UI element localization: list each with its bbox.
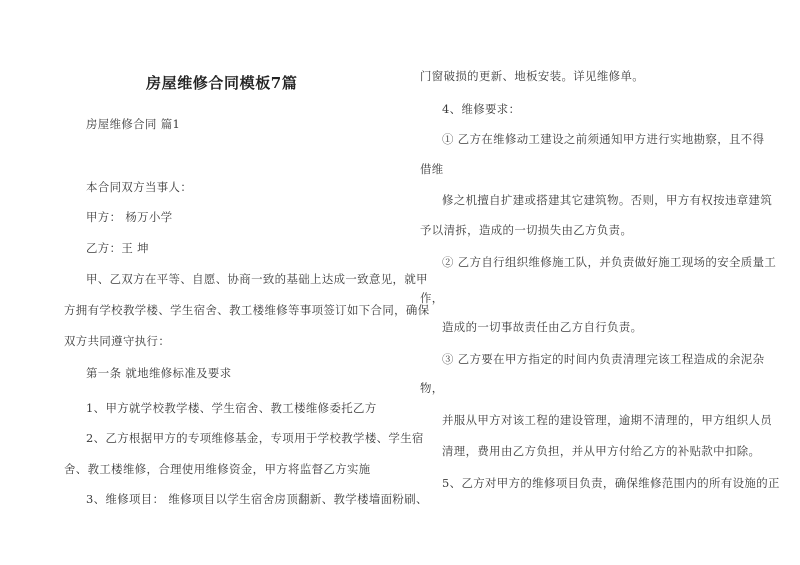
right-line: 借维	[420, 162, 444, 176]
left-line: 2、乙方根据甲方的专项维修基金，专项用于学校教学楼、学生宿	[86, 431, 424, 445]
left-line: 甲、乙双方在平等、自愿、协商一致的基础上达成一致意见，就甲	[86, 272, 428, 286]
right-line: 造成的一切事故责任由乙方自行负责。	[442, 320, 643, 334]
section-subtitle: 房屋维修合同 篇1	[86, 117, 181, 131]
right-line: ② 乙方自行组织维修施工队，并负责做好施工现场的安全质量工	[442, 255, 777, 269]
left-line: 1、甲方就学校教学楼、学生宿舍、教工楼维修委托乙方	[86, 401, 377, 415]
right-line: 予以清拆，造成的一切损失由乙方负责。	[420, 223, 633, 237]
left-line: 方拥有学校教学楼、学生宿舍、教工楼维修等事项签订如下合同，确保	[64, 303, 430, 317]
right-line: 物，	[420, 381, 444, 395]
right-line: ① 乙方在维修动工建设之前须通知甲方进行实地勘察，且不得	[442, 132, 765, 146]
right-line: 门窗破损的更新、地板安装。详见维修单。	[420, 69, 645, 83]
left-line: 3、维修项目： 维修项目以学生宿舍房顶翻新、教学楼墙面粉刷、	[86, 492, 428, 506]
left-line: 本合同双方当事人：	[86, 180, 193, 194]
left-line: 乙方：王 坤	[86, 241, 149, 255]
document-title: 房屋维修合同模板7篇	[146, 74, 298, 92]
right-line: ③ 乙方要在甲方指定的时间内负责清理完该工程造成的余泥杂	[442, 352, 765, 366]
left-line: 舍、教工楼维修，合理使用维修资金，甲方将监督乙方实施	[64, 462, 371, 476]
right-line: 4、维修要求：	[442, 102, 521, 116]
right-line: 5、乙方对甲方的维修项目负责，确保维修范围内的所有设施的正	[442, 476, 780, 490]
right-line: 清理，费用由乙方负担，并从甲方付给乙方的补贴款中扣除。	[442, 444, 761, 458]
left-line: 双方共同遵守执行：	[64, 334, 171, 348]
right-line: 修之机擅自扩建或搭建其它建筑物。否则，甲方有权按违章建筑	[442, 193, 773, 207]
right-line: 并服从甲方对该工程的建设管理，逾期不清理的，甲方组织人员	[442, 413, 773, 427]
right-line: 作，	[420, 291, 444, 305]
left-line: 第一条 就地维修标准及要求	[86, 366, 232, 380]
left-line: 甲方： 杨万小学	[86, 210, 173, 224]
